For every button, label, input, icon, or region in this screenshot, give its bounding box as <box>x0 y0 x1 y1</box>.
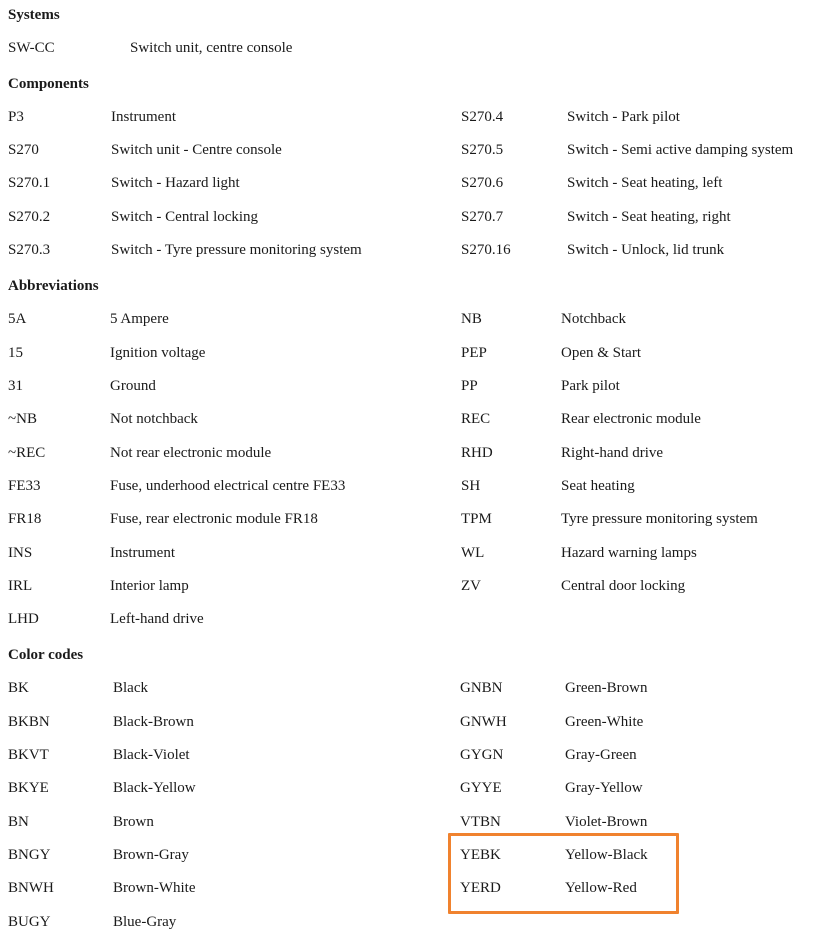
code: BKYE <box>8 780 49 796</box>
code: IRL <box>8 578 33 594</box>
code: VTBN <box>460 814 501 830</box>
code: BKBN <box>8 714 50 730</box>
description: Switch - Tyre pressure monitoring system <box>111 242 362 258</box>
highlight-box <box>448 833 679 914</box>
description: Park pilot <box>561 378 620 394</box>
code: BKVT <box>8 747 49 763</box>
code: ~NB <box>8 411 37 427</box>
color-codes-heading: Color codes <box>8 647 84 663</box>
description: Switch - Park pilot <box>567 109 680 125</box>
code: S270.3 <box>8 242 51 258</box>
description: Switch - Unlock, lid trunk <box>567 242 725 258</box>
code: REC <box>461 411 491 427</box>
description: Rear electronic module <box>561 411 701 427</box>
description: Left-hand drive <box>110 611 204 627</box>
code: PEP <box>461 345 487 361</box>
description: Instrument <box>110 545 175 561</box>
description: Violet-Brown <box>565 814 648 830</box>
code: GNBN <box>460 680 503 696</box>
description: Instrument <box>111 109 176 125</box>
code: S270.16 <box>461 242 511 258</box>
code: GYGN <box>460 747 504 763</box>
description: Switch unit - Centre console <box>111 142 282 158</box>
description: Right-hand drive <box>561 445 664 461</box>
code: GYYE <box>460 780 502 796</box>
code: YEBK <box>460 847 501 863</box>
description: Gray-Yellow <box>565 780 643 796</box>
code: YERD <box>460 880 501 896</box>
code: S270.7 <box>461 209 504 225</box>
description: Gray-Green <box>565 747 637 763</box>
code: PP <box>461 378 478 394</box>
description: Black-Brown <box>113 714 194 730</box>
description: Brown-Gray <box>113 847 189 863</box>
code: WL <box>461 545 485 561</box>
description: Not notchback <box>110 411 198 427</box>
code: S270.5 <box>461 142 504 158</box>
description: Yellow-Black <box>565 847 648 863</box>
description: Hazard warning lamps <box>561 545 697 561</box>
description: Switch unit, centre console <box>130 40 293 56</box>
description: Green-Brown <box>565 680 648 696</box>
description: Switch - Seat heating, right <box>567 209 731 225</box>
description: Not rear electronic module <box>110 445 272 461</box>
description: Black-Yellow <box>113 780 196 796</box>
description: Notchback <box>561 311 626 327</box>
description: Fuse, underhood electrical centre FE33 <box>110 478 346 494</box>
abbreviations-heading: Abbreviations <box>8 278 99 294</box>
description: Switch - Hazard light <box>111 175 240 191</box>
code: FR18 <box>8 511 42 527</box>
code: S270 <box>8 142 39 158</box>
description: Black-Violet <box>113 747 190 763</box>
code: 15 <box>8 345 23 361</box>
code: RHD <box>461 445 493 461</box>
description: Black <box>113 680 148 696</box>
description: Ground <box>110 378 156 394</box>
code: S270.4 <box>461 109 504 125</box>
code: ~REC <box>8 445 46 461</box>
description: Seat heating <box>561 478 635 494</box>
code: P3 <box>8 109 24 125</box>
description: Ignition voltage <box>110 345 206 361</box>
code: TPM <box>461 511 492 527</box>
description: Fuse, rear electronic module FR18 <box>110 511 318 527</box>
code: INS <box>8 545 33 561</box>
description: Brown <box>113 814 154 830</box>
code: NB <box>461 311 482 327</box>
components-heading: Components <box>8 76 89 92</box>
description: Switch - Seat heating, left <box>567 175 723 191</box>
description: Yellow-Red <box>565 880 637 896</box>
code: BN <box>8 814 29 830</box>
description: Tyre pressure monitoring system <box>561 511 758 527</box>
description: Green-White <box>565 714 644 730</box>
code: BUGY <box>8 914 51 930</box>
description: Central door locking <box>561 578 686 594</box>
description: Switch - Central locking <box>111 209 259 225</box>
code: S270.6 <box>461 175 504 191</box>
description: 5 Ampere <box>110 311 169 327</box>
code: 5A <box>8 311 27 327</box>
description: Brown-White <box>113 880 196 896</box>
description: Interior lamp <box>110 578 189 594</box>
code: BNWH <box>8 880 54 896</box>
description: Blue-Gray <box>113 914 177 930</box>
systems-heading: Systems <box>8 7 60 23</box>
code: FE33 <box>8 478 41 494</box>
code: LHD <box>8 611 39 627</box>
code: SW-CC <box>8 40 55 56</box>
code: ZV <box>461 578 481 594</box>
code: S270.2 <box>8 209 51 225</box>
code: 31 <box>8 378 23 394</box>
description: Open & Start <box>561 345 641 361</box>
code: BNGY <box>8 847 51 863</box>
code: BK <box>8 680 29 696</box>
code: SH <box>461 478 481 494</box>
code: S270.1 <box>8 175 51 191</box>
code: GNWH <box>460 714 507 730</box>
description: Switch - Semi active damping system <box>567 142 794 158</box>
